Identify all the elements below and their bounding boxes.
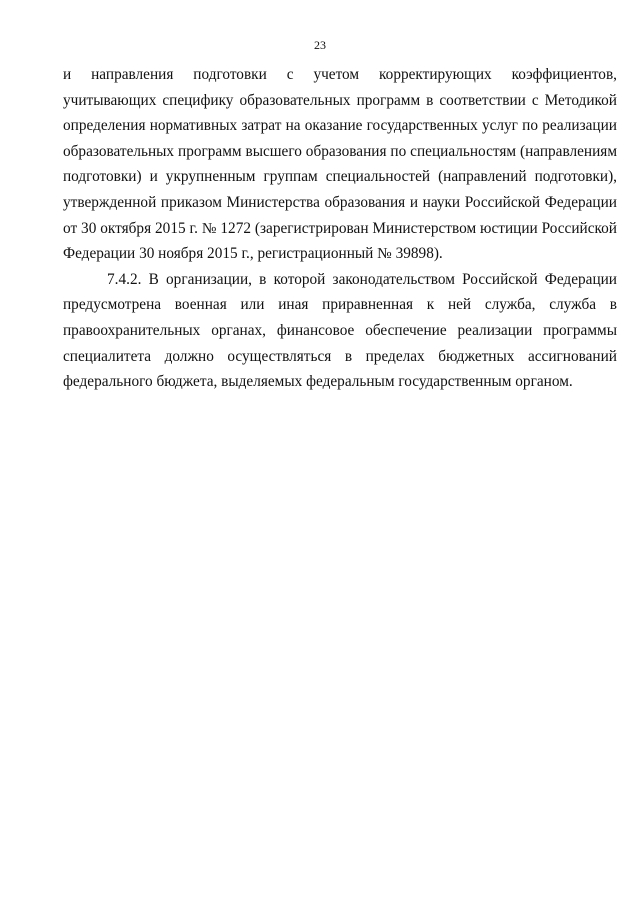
text-line: образовательных программ высшего образования по специальностям (направлениям: [63, 142, 617, 160]
body-text: [63, 62, 617, 395]
text-line: утвержденной приказом Министерства образования и науки Российской Федерации: [63, 193, 617, 211]
text-line: подготовки) и укрупненным группам специальностей (направлений подготовки),: [63, 168, 617, 186]
text-line: и направления подготовки с учетом корректирующих коэффициентов,: [63, 66, 617, 83]
text-line: федерального бюджета, выделяемых федеральным государственным органом.: [63, 373, 573, 391]
page-number: 23: [314, 38, 326, 52]
text-line: предусмотрена военная или иная приравненная к ней служба, служба в: [63, 296, 617, 314]
text-line: правоохранительных органах, финансовое обеспечение реализации программы: [63, 321, 617, 339]
text-line: 7.4.2. В организации, в которой законодательством Российской Федерации: [107, 270, 617, 288]
text-line: учитывающих специфику образовательных программ в соответствии с Методикой: [63, 91, 617, 109]
text-line: определения нормативных затрат на оказание государственных услуг по реализации: [63, 117, 617, 135]
text-line: Федерации 30 ноября 2015 г., регистрационный № 39898).: [63, 245, 443, 263]
text-line: от 30 октября 2015 г. № 1272 (зарегистрирован Министерством юстиции Российской: [63, 219, 617, 237]
paragraph-clause-7-4-2: [63, 267, 617, 395]
paragraph-continuation: [63, 62, 617, 267]
text-line: специалитета должно осуществляться в пределах бюджетных ассигнований: [63, 347, 617, 365]
